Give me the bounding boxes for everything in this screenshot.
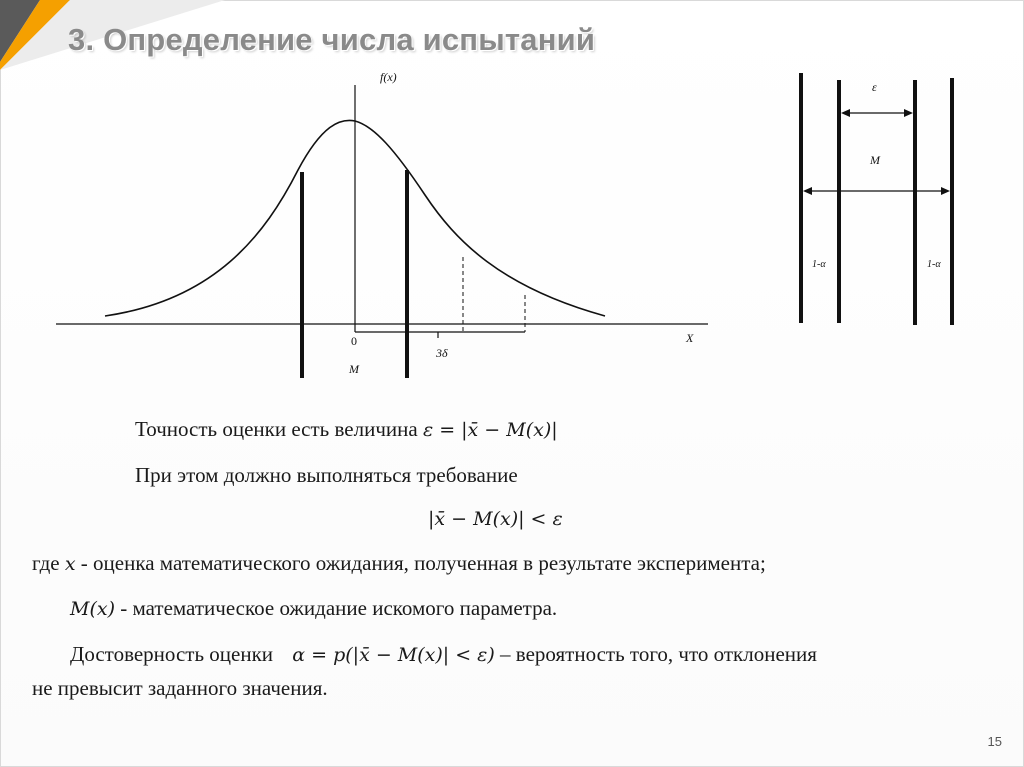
range-arrow-right-head [941, 187, 950, 195]
requirement-line: При этом должно выполняться требование [135, 463, 518, 487]
accuracy-prefix: Точность оценки есть величина [135, 417, 418, 441]
reliability-line-2: не превысит заданного значения. [32, 676, 328, 700]
where-description: - оценка математического ожидания, полученная в результате эксперимента; [75, 551, 766, 575]
epsilon-label: ε [872, 80, 877, 94]
where-variable: x [64, 553, 76, 575]
page-number: 15 [987, 734, 1002, 749]
inequality-line [428, 506, 563, 531]
x-axis-label: X [686, 331, 694, 345]
epsilon-arrow-right-head [904, 109, 913, 117]
slide-title: 3. Определение числа испытаний [68, 22, 596, 57]
reliability-prefix: Достоверность оценки [70, 642, 274, 666]
mx-line [70, 596, 557, 621]
delta-label: 3δ [436, 346, 448, 360]
y-axis-label: f(x) [380, 70, 397, 84]
mean-label: M [349, 362, 359, 376]
where-line [32, 551, 766, 576]
accuracy-formula: ε = |x̄ − M(x)| [422, 419, 558, 441]
mx-variable: M(x) [70, 598, 115, 620]
where-prefix: где [32, 551, 60, 575]
accuracy-line [135, 417, 558, 442]
inequality-formula: |x̄ − M(x)| < ε [428, 508, 563, 530]
range-label: M [870, 153, 880, 167]
reliability-formula: α = p(|x̄ − M(x)| < ε) [292, 644, 495, 666]
right-alpha-label: 1-α [927, 259, 941, 270]
origin-label: 0 [351, 334, 357, 348]
reliability-suffix: – вероятность того, что отклонения [494, 642, 817, 666]
mx-description: - математическое ожидание искомого параметра. [115, 596, 558, 620]
range-arrow-left-head [803, 187, 812, 195]
left-alpha-label: 1-α [812, 259, 826, 270]
reliability-line [70, 642, 817, 667]
epsilon-arrow-left-head [841, 109, 850, 117]
